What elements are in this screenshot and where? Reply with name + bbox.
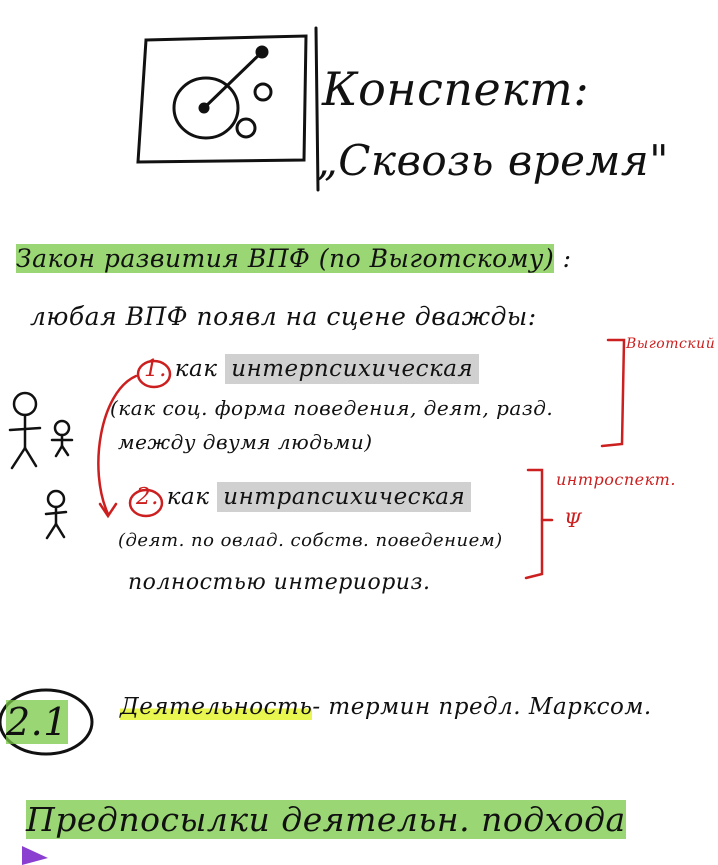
corner-marker-icon	[22, 846, 48, 865]
law-heading-colon: :	[562, 244, 572, 273]
stage-2-line	[136, 484, 471, 510]
stage-2-side-note: интроспект.	[556, 470, 676, 489]
stage-1-line	[144, 356, 479, 382]
section-number	[6, 700, 68, 744]
stage-2-desc-1: (деят. по овлад. собств. поведением)	[118, 530, 503, 551]
section-21-term: Деятельность	[120, 694, 313, 720]
section-21-line	[120, 694, 652, 720]
stage-2-side-note-psi: Ψ	[564, 508, 583, 532]
stage-1-side-note: Выготский	[626, 336, 716, 352]
stage-1-desc-2: между двумя людьми)	[118, 430, 373, 454]
red-brackets-icon	[526, 340, 624, 578]
stage-2-label: интрапсихическая	[217, 482, 471, 512]
section-number-text: 2.1	[6, 700, 68, 744]
stage-1-prefix: как	[174, 356, 226, 382]
law-heading	[16, 244, 572, 273]
law-heading-text: Закон развития ВПФ (по Выготскому)	[16, 244, 555, 273]
next-section-heading-text: Предпосылки деятельн. подхода	[26, 800, 626, 839]
page-subtitle: „Сквозь время"	[316, 136, 669, 185]
section-21-definition: - термин предл. Марксом.	[312, 694, 652, 720]
stage-2-desc-2: полностью интериориз.	[128, 570, 431, 595]
title-logo-icon	[138, 28, 318, 190]
stage-2-prefix: как	[166, 484, 218, 510]
stick-figures-icon	[10, 393, 72, 538]
page-title: Конспект:	[322, 62, 590, 116]
stage-1-label: интерпсихическая	[225, 354, 479, 384]
next-section-heading	[26, 800, 626, 839]
stage-2-number: 2.	[136, 484, 159, 510]
stage-1-desc-1: (как соц. форма поведения, деят, разд.	[110, 396, 554, 420]
stage-1-number: 1.	[144, 356, 167, 382]
law-intro: любая ВПФ появл на сцене дважды:	[30, 302, 537, 331]
